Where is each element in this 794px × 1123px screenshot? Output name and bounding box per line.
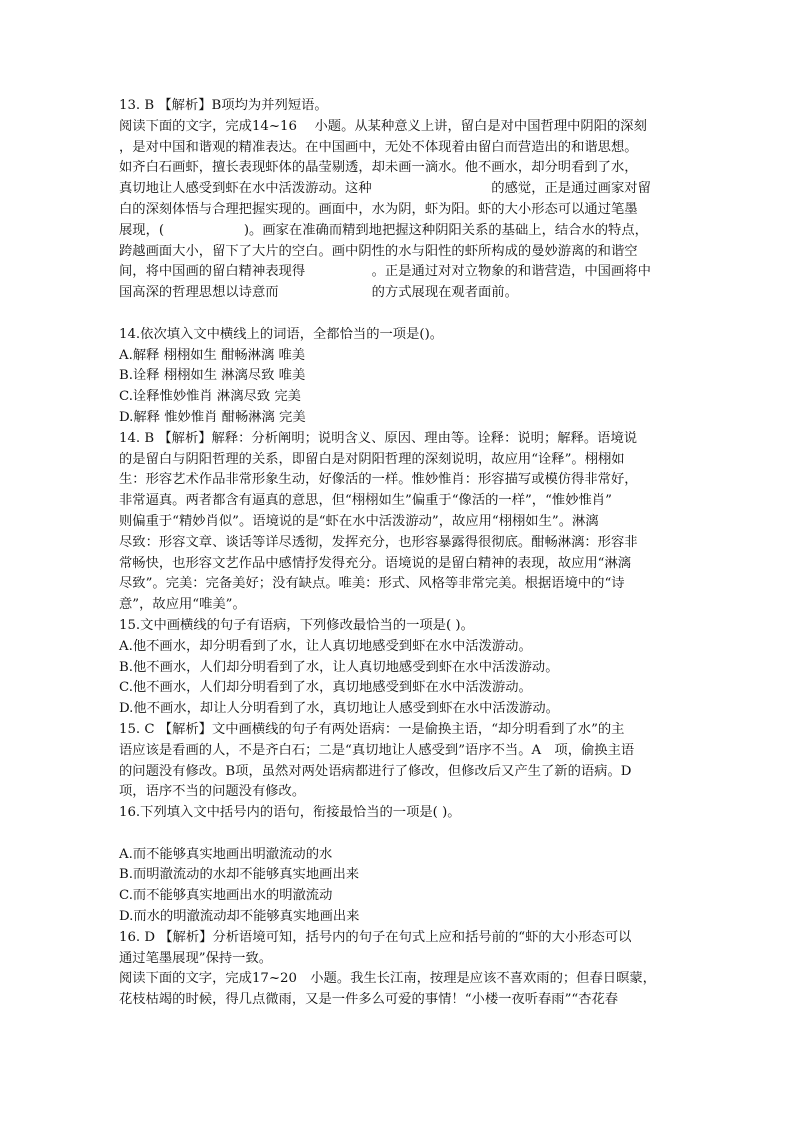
text-line: A.解释 栩栩如生 酣畅淋漓 唯美 (119, 347, 306, 363)
text-line: 常畅快，也形容文艺作品中感情抒发得充分。语境说的是留白精神的表现，故应用“淋漓 (119, 555, 632, 571)
text-line: B.而明澈流动的水却不能够真实地画出来 (119, 867, 360, 883)
text-line: 生：形容艺术作品非常形象生动，好像活的一样。惟妙惟肖：形容描写或模仿得非常好， (119, 472, 638, 488)
text-line: 项，语序不当的问题没有修改。 (119, 784, 306, 800)
text-line: 语应该是看画的人，不是齐白石；二是“真切地让人感受到”语序不当。A 项，偷换主语 (119, 742, 635, 758)
text-line: A.他不画水，却分明看到了水，让人真切地感受到虾在水中活泼游动。 (119, 638, 532, 654)
text-line: 白的深刻体悟与合理把握实现的。画面中，水为阴，虾为阳。虾的大小形态可以通过笔墨 (119, 201, 638, 217)
blank-line (119, 304, 679, 325)
text-line: 14.依次填入文中横线上的词语，全都恰当的一项是()。 (119, 326, 444, 342)
text-line: 14. B 【解析】解释：分析阐明；说明含义、原因、理由等。诠释：说明；解释。语境说 (119, 430, 638, 446)
text-line: 非常逼真。两者都含有逼真的意思，但“栩栩如生”偏重于“像活的一样”，“惟妙惟肖” (119, 493, 612, 509)
text-line: C.他不画水，人们却分明看到了水，真切地感受到虾在水中活泼游动。 (119, 680, 532, 696)
text-line: 尽致：形容文章、谈话等详尽透彻，发挥充分，也形容暴露得很彻底。酣畅淋漓：形容非 (119, 534, 638, 550)
text-line: 16. D 【解析】分析语境可知，括号内的句子在句式上应和括号前的“虾的大小形态可以 (119, 929, 632, 945)
text-line: C.而不能够真实地画出水的明澈流动 (119, 888, 333, 904)
text-line: 国高深的哲理思想以诗意而 的方式展现在观者面前。 (119, 285, 518, 301)
text-line: 展现，( )。画家在准确而精到地把握这种阴阳关系的基础上，结合水的特点， (119, 222, 648, 238)
text-line: D.解释 惟妙惟肖 酣畅淋漓 完美 (119, 409, 306, 425)
text-line: 通过笔墨展现”保持一致。 (119, 950, 273, 966)
text-line: 阅读下面的文字，完成17~20 小题。我生长江南，按理是应该不喜欢雨的；但春日暝蒙， (119, 971, 656, 987)
text-line: 则偏重于“精妙肖似”。语境说的是“虾在水中活泼游动”，故应用“栩栩如生”。淋漓 (119, 513, 599, 529)
text-line: 间，将中国画的留白精神表现得 。正是通过对对立物象的和谐营造，中国画将中 (119, 264, 651, 280)
text-line: B.他不画水，人们却分明看到了水，让人真切地感受到虾在水中活泼游动。 (119, 659, 559, 675)
text-line: 的是留白与阴阳哲理的关系，即留白是对阴阳哲理的深刻说明，故应用“诠释”。栩栩如 (119, 451, 625, 467)
text-line: D.他不画水，却让人分明看到了水，真切地让人感受到虾在水中活泼游动。 (119, 701, 559, 717)
text-line: 真切地让人感受到虾在水中活泼游动。这种 的感觉，正是通过画家对留 (119, 181, 651, 197)
text-line: C.诠释惟妙惟肖 淋漓尽致 完美 (119, 389, 301, 405)
text-line: ，是对中国和谐观的精准表达。在中国画中，无处不体现着由留白而营造出的和谐思想。 (119, 139, 638, 155)
text-line: 阅读下面的文字，完成14~16 小题。从某种意义上讲，留白是对中国哲理中阴阳的深刻 (119, 118, 647, 134)
blank-line (119, 824, 679, 845)
text-line: 15. C 【解析】文中画横线的句子有两处语病：一是偷换主语，“却分明看到了水”的主 (119, 721, 625, 737)
text-line: 如齐白石画虾，擅长表现虾体的晶莹剔透，却未画一滴水。他不画水，却分明看到了水， (119, 160, 638, 176)
document-page (119, 96, 679, 1011)
text-line: D.而水的明澈流动却不能够真实地画出来 (119, 909, 360, 925)
text-line: 跨越画面大小，留下了大片的空白。画中阴性的水与阳性的虾所构成的曼妙游离的和谐空 (119, 243, 638, 259)
text-line: 16.下列填入文中括号内的语句，衔接最恰当的一项是( )。 (119, 805, 461, 821)
text-line: 13. B 【解析】B项均为并列短语。 (119, 98, 328, 113)
text-line: 意”，故应用“唯美”。 (119, 597, 246, 613)
text-line: 15.文中画横线的句子有语病，下列修改最恰当的一项是( )。 (119, 617, 474, 633)
text-line: 尽致”。完美：完备美好；没有缺点。唯美：形式、风格等非常完美。根据语境中的“诗 (119, 576, 625, 592)
text-line: 的问题没有修改。B项，虽然对两处语病都进行了修改，但修改后又产生了新的语病。D (119, 763, 632, 779)
text-line: A.而不能够真实地画出明澈流动的水 (119, 846, 333, 862)
text-line: 花枝枯竭的时候，得几点微雨，又是一件多么可爱的事情！“小楼一夜听春雨”“杏花春 (119, 992, 619, 1008)
text-line: B.诠释 栩栩如生 淋漓尽致 唯美 (119, 368, 306, 384)
